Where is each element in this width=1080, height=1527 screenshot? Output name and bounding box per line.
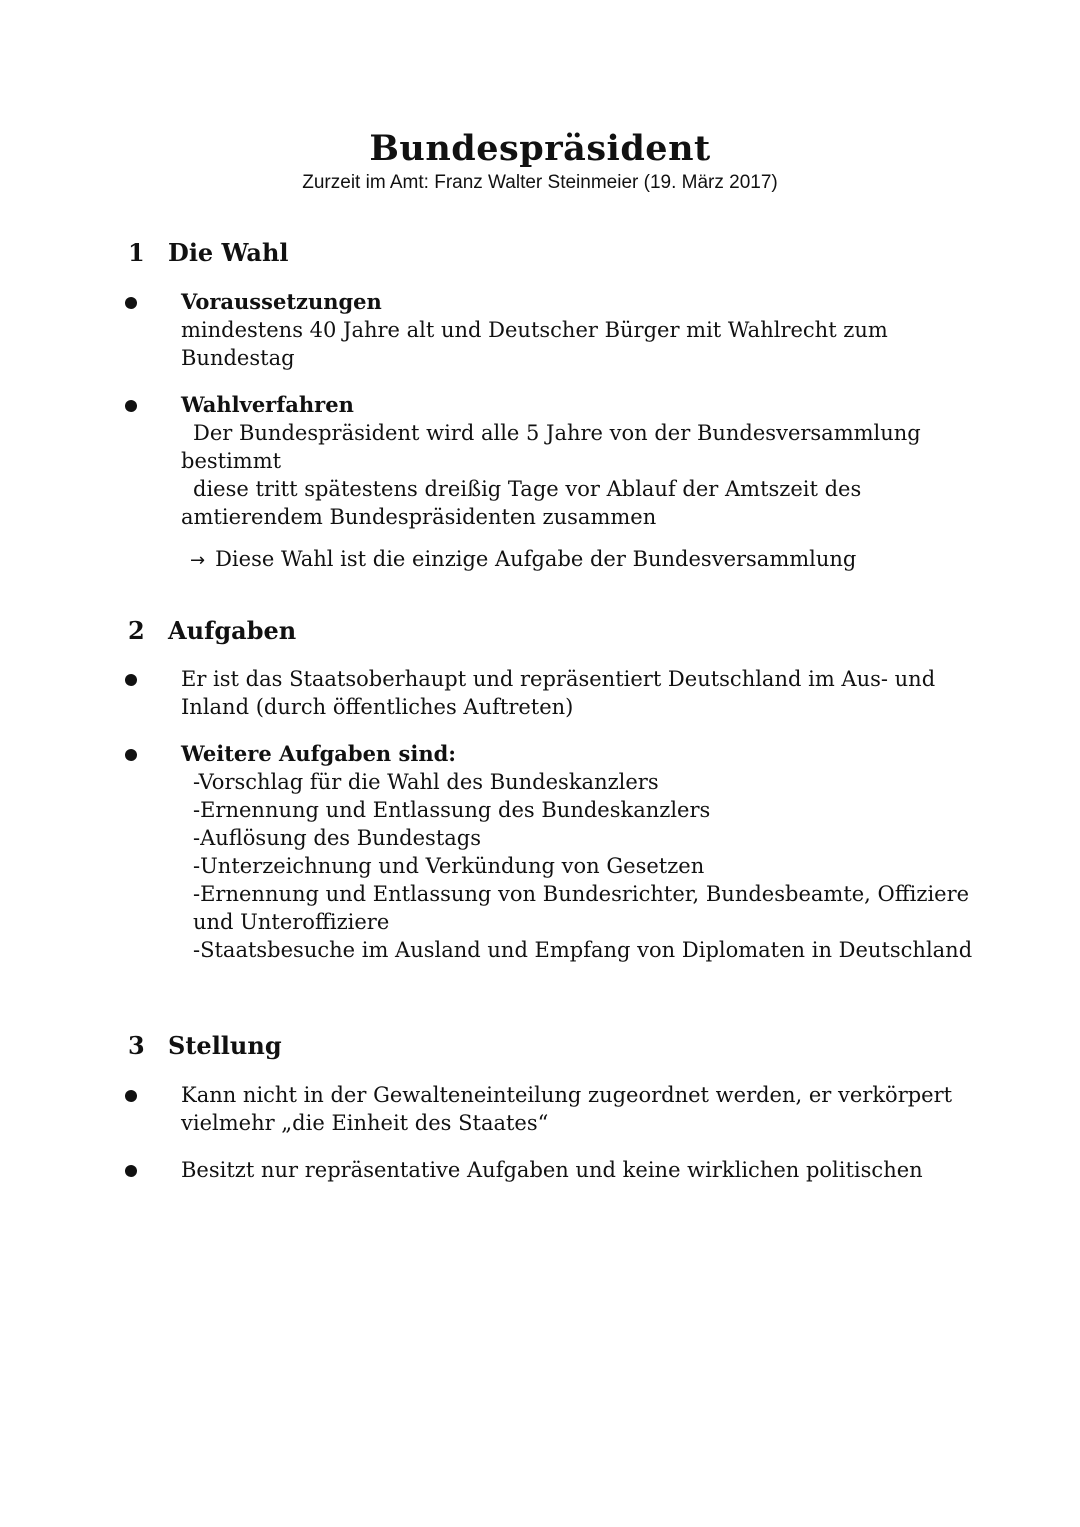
item-line: und Unteroffiziere <box>193 910 390 934</box>
item-line: Inland (durch öffentliches Auftreten) <box>181 695 574 719</box>
bullet-icon <box>125 1165 137 1177</box>
section-number: 2 <box>128 616 145 645</box>
page-subtitle: Zurzeit im Amt: Franz Walter Steinmeier (19. März 2017) <box>302 172 778 193</box>
bullet-icon <box>125 674 137 686</box>
note-text: Diese Wahl ist die einzige Aufgabe der Bundesversammlung <box>215 547 857 571</box>
item-line: -Auflösung des Bundestags <box>193 826 482 850</box>
item-line: Besitzt nur repräsentative Aufgaben und keine wirklichen politischen <box>181 1158 923 1182</box>
section-heading-aufgaben <box>128 616 296 645</box>
item-heading: Wahlverfahren <box>181 392 354 417</box>
page-title: Bundespräsident <box>369 128 711 169</box>
list-item-weitere-aufgaben <box>181 740 973 964</box>
section-title: Die Wahl <box>168 238 289 267</box>
item-line: -Staatsbesuche im Ausland und Empfang von Diplomaten in Deutschland <box>193 938 973 962</box>
item-line: -Vorschlag für die Wahl des Bundeskanzlers <box>193 770 659 794</box>
arrow-note <box>190 545 856 575</box>
bullet-icon <box>125 1090 137 1102</box>
section-heading-stellung <box>128 1031 282 1060</box>
item-line: -Ernennung und Entlassung von Bundesrichter, Bundesbeamte, Offiziere <box>193 882 970 906</box>
list-item-repraesentative-aufgaben <box>181 1156 941 1184</box>
item-line: Der Bundespräsident wird alle 5 Jahre von der Bundesversammlung <box>193 421 921 445</box>
section-title: Stellung <box>168 1031 282 1060</box>
item-line: amtierendem Bundespräsidenten zusammen <box>181 505 657 529</box>
bullet-icon <box>125 400 137 412</box>
bullet-icon <box>125 749 137 761</box>
item-heading: Voraussetzungen <box>181 289 382 314</box>
item-line: -Unterzeichnung und Verkündung von Gesetzen <box>193 854 705 878</box>
item-line: Bundestag <box>181 346 295 370</box>
section-heading-die-wahl <box>128 238 289 267</box>
item-line: vielmehr „die Einheit des Staates“ <box>181 1111 549 1135</box>
item-line: Kann nicht in der Gewalteneinteilung zugeordnet werden, er verkörpert <box>181 1083 953 1107</box>
item-line: mindestens 40 Jahre alt und Deutscher Bürger mit Wahlrecht zum <box>181 318 888 342</box>
list-item-gewalteneinteilung <box>181 1081 953 1137</box>
item-line: -Ernennung und Entlassung des Bundeskanzlers <box>193 798 711 822</box>
section-number: 3 <box>128 1031 145 1060</box>
section-title: Aufgaben <box>168 616 297 645</box>
item-line: bestimmt <box>181 449 282 473</box>
list-item-wahlverfahren <box>181 391 941 531</box>
bullet-icon <box>125 297 137 309</box>
item-line: Er ist das Staatsoberhaupt und repräsentiert Deutschland im Aus- und <box>181 667 936 691</box>
list-item-voraussetzungen <box>181 288 941 372</box>
item-heading: Weitere Aufgaben sind: <box>181 741 457 766</box>
section-number: 1 <box>128 238 145 267</box>
right-arrow-icon: → <box>190 550 206 571</box>
item-line: diese tritt spätestens dreißig Tage vor Ablauf der Amtszeit des <box>193 477 862 501</box>
list-item-staatsoberhaupt <box>181 665 941 721</box>
